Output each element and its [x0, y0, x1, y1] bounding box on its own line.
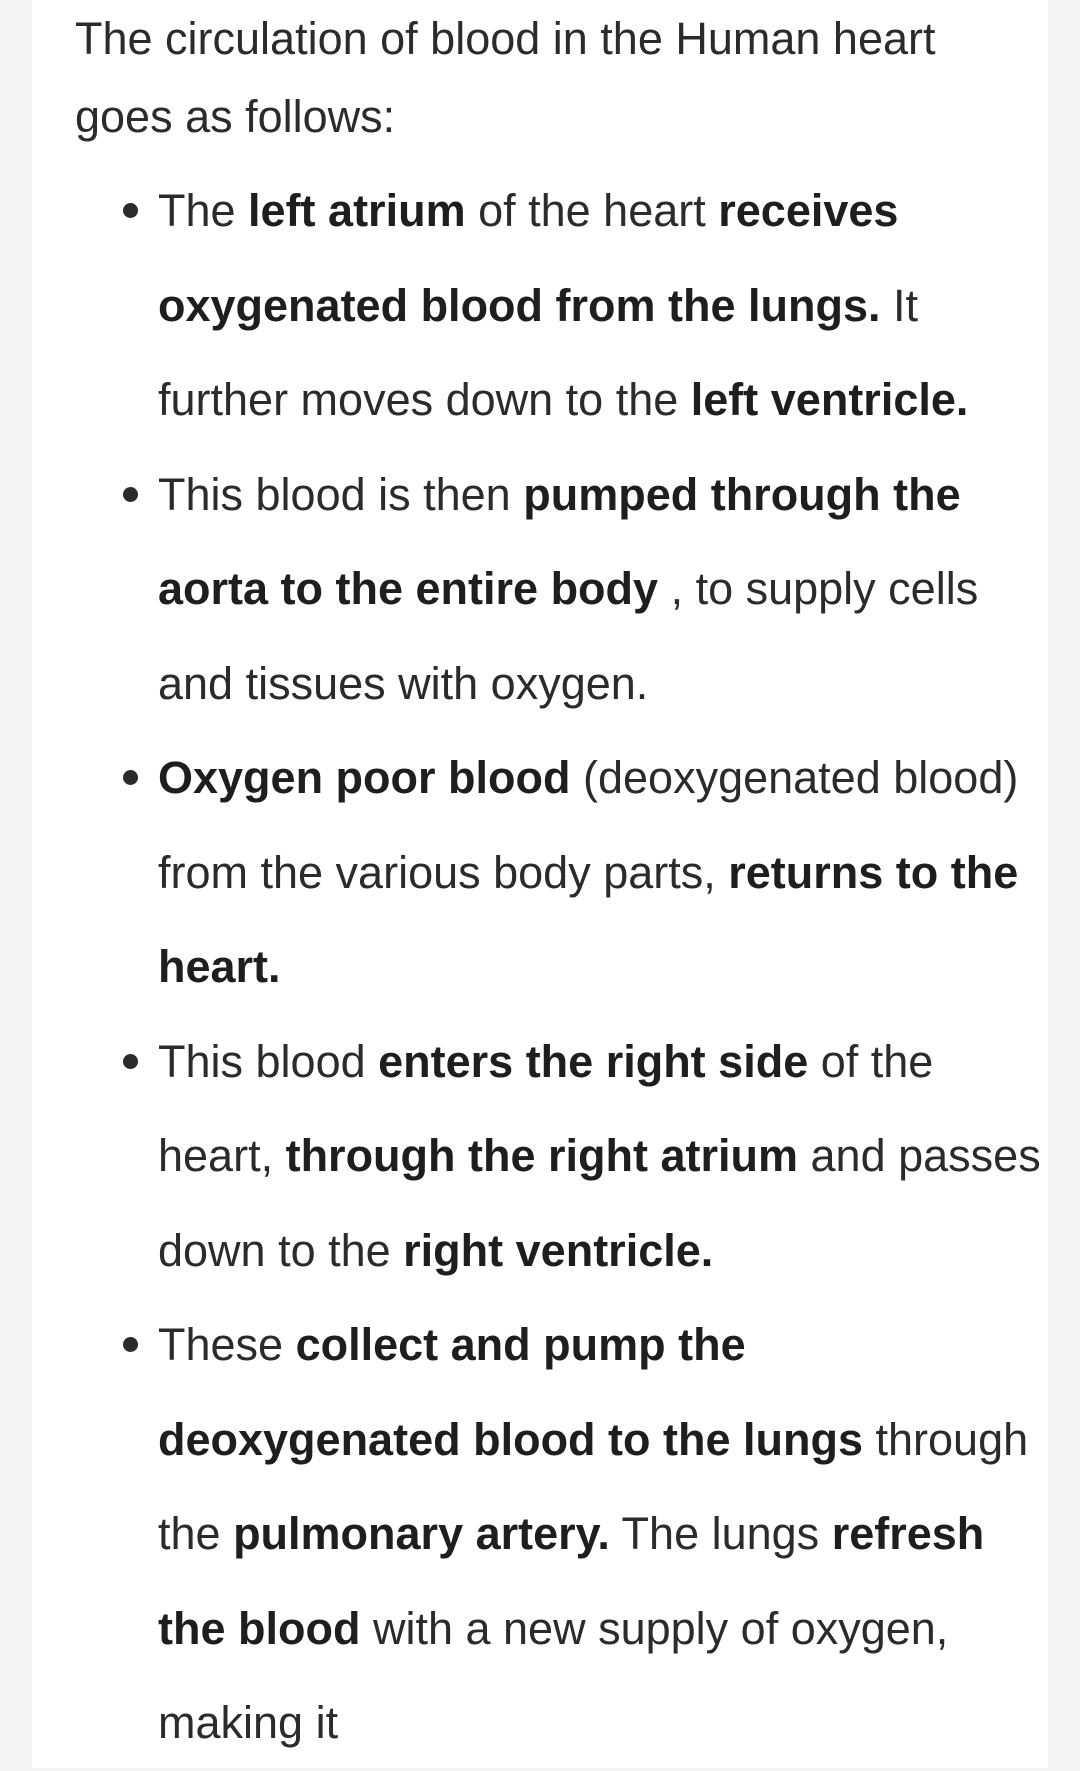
bold-text: left ventricle. — [690, 374, 969, 425]
text-run: with a new supply of oxygen, making it — [158, 1602, 949, 1748]
circulation-steps-list — [32, 164, 1048, 1771]
text-run: The lungs — [609, 1508, 832, 1559]
text-run: of the heart — [465, 185, 719, 236]
text-run: and passes down to the — [158, 1130, 1041, 1276]
text-run: (deoxygenated blood) from the various body parts, — [158, 752, 1019, 898]
bold-text: left atrium — [248, 185, 466, 236]
list-item — [158, 1298, 1048, 1771]
text-run: through the — [158, 1413, 1029, 1559]
text-run: This blood — [158, 1035, 379, 1087]
bold-text: enters the right side — [378, 1035, 809, 1087]
list-item — [158, 164, 1048, 448]
text-run: These — [158, 1319, 296, 1370]
text-run: This blood is then — [158, 468, 524, 520]
bold-text: refresh the blood — [158, 1508, 985, 1654]
bold-text: through the right atrium — [285, 1130, 799, 1181]
list-item — [158, 448, 1048, 732]
bold-text: receives oxygenated blood from the lungs. — [158, 185, 899, 331]
bold-text: collect and pump the deoxygenated blood to the lungs — [158, 1319, 864, 1465]
bold-text: returns to the heart. — [158, 846, 1019, 992]
list-item — [158, 731, 1048, 1015]
answer-card — [32, 0, 1048, 1768]
intro-text: The circulation of blood in the Human heart goes as follows: — [75, 13, 936, 142]
bold-text: Oxygen poor blood — [158, 752, 571, 803]
bold-text: right ventricle. — [403, 1224, 714, 1276]
text-run: , to supply cells and tissues with oxygen. — [158, 563, 979, 709]
bold-text: pulmonary artery. — [233, 1508, 610, 1559]
text-run: of the heart, — [158, 1035, 934, 1181]
text-run: It further moves down to the — [158, 279, 919, 425]
bold-text: pumped through the aorta to the entire body — [158, 468, 961, 614]
list-item — [158, 1015, 1048, 1299]
text-run: The — [158, 185, 249, 236]
